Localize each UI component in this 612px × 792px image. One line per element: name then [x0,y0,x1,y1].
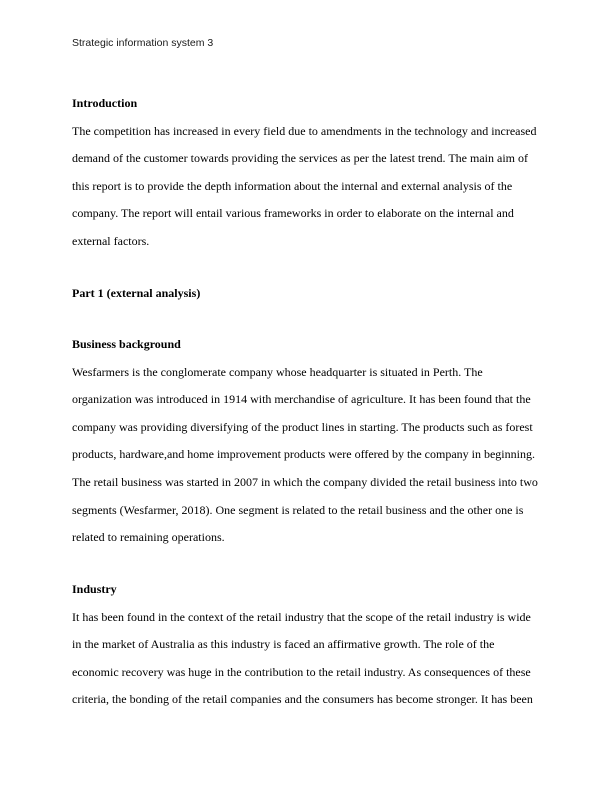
introduction-line: external factors. [72,234,150,248]
introduction-line: company. The report will entail various frameworks in order to elaborate on the internal and [72,206,514,220]
business-background-line: segments (Wesfarmer, 2018). One segment is related to the retail business and the other one is [72,503,524,517]
business-background-line: The retail business was started in 2007 in which the company divided the retail business into two [72,475,538,489]
introduction-line: The competition has increased in every field due to amendments in the technology and increased [72,124,537,138]
business-background-line: related to remaining operations. [72,530,225,544]
introduction-line: demand of the customer towards providing the services as per the latest trend. The main aim of [72,151,528,165]
running-header: Strategic information system 3 [72,37,214,49]
introduction-heading: Introduction [72,96,138,110]
part1-heading: Part 1 (external analysis) [72,286,201,300]
business-background-line: organization was introduced in 1914 with merchandise of agriculture. It has been found that the [72,392,531,406]
business-background-line: products, hardware,and home improvement products were offered by the company in beginning. [72,447,535,461]
industry-line: It has been found in the context of the retail industry that the scope of the retail industry is wide [72,610,531,624]
industry-line: criteria, the bonding of the retail companies and the consumers has become stronger. It has been [72,692,533,706]
business-background-line: Wesfarmers is the conglomerate company whose headquarter is situated in Perth. The [72,365,483,379]
industry-line: in the market of Australia as this industry is faced an affirmative growth. The role of the [72,637,495,651]
business-background-line: company was providing diversifying of the product lines in starting. The products such as forest [72,420,533,434]
industry-heading: Industry [72,582,117,596]
industry-line: economic recovery was huge in the contribution to the retail industry. As consequences of these [72,665,531,679]
introduction-line: this report is to provide the depth information about the internal and external analysis of the [72,179,513,193]
business-background-heading: Business background [72,337,181,351]
